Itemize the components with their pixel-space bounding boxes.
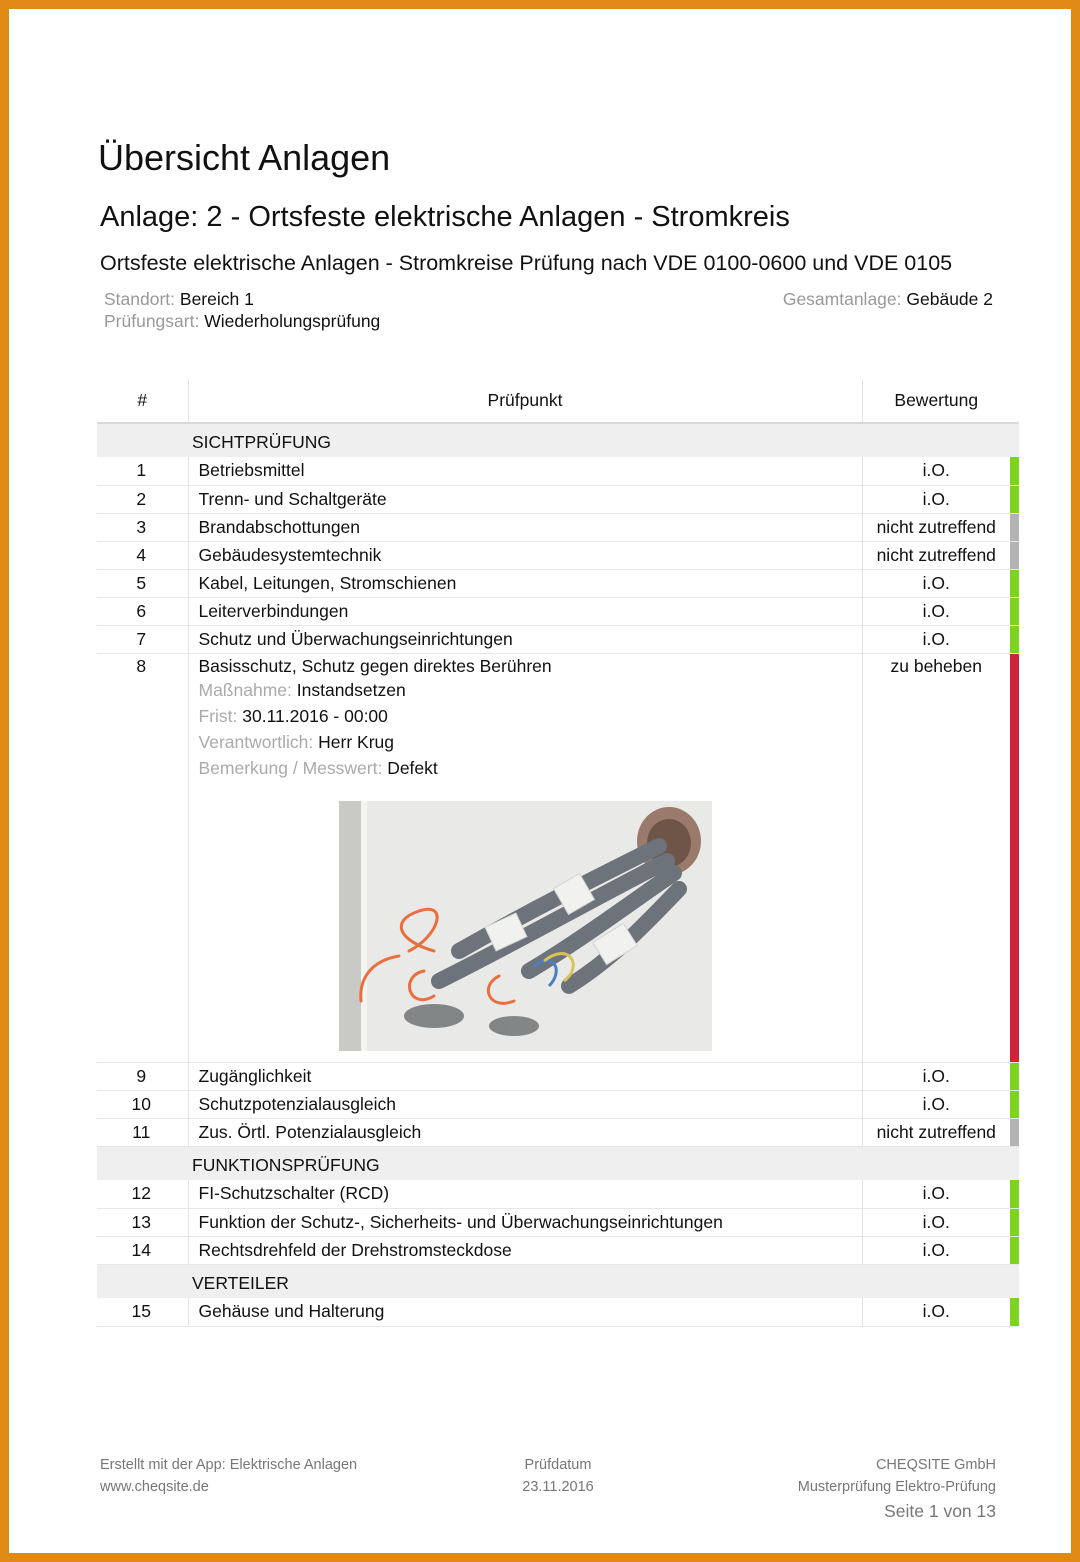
table-row	[97, 541, 1019, 569]
status-bar	[1010, 542, 1019, 569]
table-row	[97, 1236, 1019, 1264]
detail-bemerkung-value: Defekt	[387, 757, 438, 778]
header-bewertung: Bewertung	[862, 379, 1010, 423]
row-number: 9	[97, 1062, 188, 1090]
row-status-cell	[1010, 1208, 1019, 1236]
row-bewertung: i.O.	[862, 569, 1010, 597]
footer-left	[100, 1454, 357, 1498]
gesamtanlage-value: Gebäude 2	[906, 289, 993, 309]
status-bar	[1010, 654, 1019, 1062]
row-number: 1	[97, 457, 188, 485]
row-details	[199, 677, 862, 781]
row-label: Funktion der Schutz-, Sicherheits- und Überwachungseinrichtungen	[198, 1211, 723, 1232]
footer-company: CHEQSITE GmbH	[875, 1457, 996, 1473]
status-bar	[1010, 1298, 1019, 1326]
row-pruefpunkt	[188, 485, 862, 513]
footer-project: Musterprüfung Elektro-Prüfung	[797, 1479, 996, 1495]
detail-massnahme-label: Maßnahme:	[198, 679, 292, 700]
status-bar	[1010, 1063, 1019, 1090]
row-label: Schutzpotenzialausgleich	[198, 1093, 396, 1114]
table-row	[97, 1090, 1019, 1118]
table-row	[97, 1062, 1019, 1090]
row-bewertung: i.O.	[862, 457, 1010, 485]
table-row	[97, 1118, 1019, 1146]
row-bewertung: i.O.	[862, 1208, 1010, 1236]
row-bewertung: nicht zutreffend	[862, 513, 1010, 541]
row-number: 14	[97, 1236, 188, 1264]
standort-label: Standort:	[104, 289, 176, 309]
footer-right	[798, 1454, 996, 1498]
table-row	[97, 597, 1019, 625]
page-number: Seite 1 von 13	[884, 1501, 996, 1521]
pruefungsart-label: Prüfungsart:	[104, 311, 200, 331]
status-bar	[1010, 457, 1019, 485]
pruefungsart-value: Wiederholungsprüfung	[204, 311, 381, 331]
row-pruefpunkt	[188, 457, 862, 485]
status-bar	[1010, 1209, 1019, 1236]
detail-bemerkung	[199, 755, 862, 781]
header-num: #	[97, 379, 188, 423]
footer-website: www.cheqsite.de	[100, 1479, 209, 1495]
gesamtanlage-label: Gesamtanlage:	[782, 289, 902, 309]
status-bar	[1010, 598, 1019, 625]
row-pruefpunkt	[188, 1180, 862, 1208]
meta-pruefungsart	[104, 311, 380, 332]
row-status-cell	[1010, 1118, 1019, 1146]
row-pruefpunkt	[188, 541, 862, 569]
row-bewertung: nicht zutreffend	[862, 541, 1010, 569]
standort-value: Bereich 1	[179, 289, 254, 309]
row-label: Gehäuse und Halterung	[198, 1301, 385, 1322]
row-status-cell	[1010, 569, 1019, 597]
status-bar	[1010, 486, 1019, 513]
row-status-cell	[1010, 625, 1019, 653]
section-spacer	[97, 423, 188, 457]
row-pruefpunkt	[188, 1090, 862, 1118]
table-row	[97, 485, 1019, 513]
row-status-cell	[1010, 457, 1019, 485]
row-status-cell	[1010, 1180, 1019, 1208]
row-pruefpunkt	[188, 569, 862, 597]
section-title: FUNKTIONSPRÜFUNG	[188, 1146, 1019, 1180]
row-label: Zugänglichkeit	[198, 1065, 312, 1086]
section-row	[97, 1264, 1019, 1298]
section-row	[97, 423, 1019, 457]
detail-bemerkung-label: Bemerkung / Messwert:	[198, 757, 383, 778]
status-bar	[1010, 1091, 1019, 1118]
table-header-row	[97, 379, 1019, 423]
meta-gesamtanlage	[783, 289, 993, 310]
row-status-cell	[1010, 541, 1019, 569]
status-bar	[1010, 626, 1019, 653]
row-status-cell	[1010, 597, 1019, 625]
row-number: 2	[97, 485, 188, 513]
row-label: Basisschutz, Schutz gegen direktes Berühren	[198, 655, 552, 676]
detail-frist-label: Frist:	[198, 705, 238, 726]
row-pruefpunkt	[188, 1062, 862, 1090]
status-bar	[1010, 1119, 1019, 1146]
status-bar	[1010, 1180, 1019, 1208]
row-label: Leiterverbindungen	[198, 600, 349, 621]
footer-pruefdatum-value: 23.11.2016	[522, 1479, 594, 1495]
table-body	[97, 423, 1019, 1326]
table-row	[97, 1180, 1019, 1208]
row-pruefpunkt	[188, 1298, 862, 1326]
row-pruefpunkt	[188, 1118, 862, 1146]
row-label: Gebäudesystemtechnik	[198, 544, 382, 565]
detail-massnahme	[199, 677, 862, 703]
row-pruefpunkt	[188, 513, 862, 541]
footer-middle	[499, 1454, 617, 1498]
section-spacer	[97, 1146, 188, 1180]
row-label: Zus. Örtl. Potenzialausgleich	[198, 1121, 422, 1142]
detail-frist	[199, 703, 862, 729]
row-number: 5	[97, 569, 188, 597]
row-label: Trenn- und Schaltgeräte	[198, 488, 387, 509]
row-label: Kabel, Leitungen, Stromschienen	[198, 572, 457, 593]
pruefpunkte-table	[97, 379, 1019, 1327]
row-status-cell	[1010, 1298, 1019, 1326]
row-label: Brandabschottungen	[198, 516, 361, 537]
row-status-cell	[1010, 485, 1019, 513]
footer-pruefdatum-label: Prüfdatum	[524, 1457, 592, 1473]
status-bar	[1010, 514, 1019, 541]
status-bar	[1010, 1237, 1019, 1264]
row-label: Betriebsmittel	[198, 460, 305, 481]
row-bewertung: i.O.	[862, 597, 1010, 625]
header-status-bar	[1010, 379, 1019, 423]
row-number: 6	[97, 597, 188, 625]
footer-app-credit: Erstellt mit der App: Elektrische Anlagen	[100, 1457, 358, 1473]
table-row	[97, 569, 1019, 597]
row-status-cell	[1010, 1236, 1019, 1264]
detail-verantwortlich-label: Verantwortlich:	[198, 731, 314, 752]
section-spacer	[97, 1264, 188, 1298]
row-number: 13	[97, 1208, 188, 1236]
page-title: Übersicht Anlagen	[98, 137, 391, 178]
status-bar	[1010, 570, 1019, 597]
row-number: 12	[97, 1180, 188, 1208]
detail-verantwortlich	[199, 729, 862, 755]
table-row	[97, 653, 1019, 1062]
table-row	[97, 513, 1019, 541]
anlage-subtitle: Ortsfeste elektrische Anlagen - Stromkreise Prüfung nach VDE 0100-0600 und VDE 0105	[100, 251, 953, 275]
row-bewertung: i.O.	[862, 1180, 1010, 1208]
meta-standort	[104, 289, 254, 310]
row-number: 15	[97, 1298, 188, 1326]
anlage-title: Anlage: 2 - Ortsfeste elektrische Anlagen - Stromkreis	[100, 201, 790, 233]
row-bewertung: nicht zutreffend	[862, 1118, 1010, 1146]
row-bewertung: i.O.	[862, 625, 1010, 653]
row-number: 7	[97, 625, 188, 653]
row-status-cell	[1010, 1062, 1019, 1090]
detail-frist-value: 30.11.2016 - 00:00	[242, 705, 388, 726]
defect-photo	[339, 801, 712, 1051]
detail-massnahme-value: Instandsetzen	[296, 679, 406, 700]
row-pruefpunkt	[188, 653, 862, 1062]
row-bewertung: i.O.	[862, 1062, 1010, 1090]
detail-verantwortlich-value: Herr Krug	[318, 731, 395, 752]
row-number: 10	[97, 1090, 188, 1118]
row-bewertung: i.O.	[862, 1236, 1010, 1264]
row-bewertung: zu beheben	[862, 653, 1010, 1062]
row-pruefpunkt	[188, 625, 862, 653]
section-title: VERTEILER	[188, 1264, 1019, 1298]
header-pruefpunkt: Prüfpunkt	[188, 379, 862, 423]
row-number: 3	[97, 513, 188, 541]
row-pruefpunkt	[188, 1208, 862, 1236]
row-bewertung: i.O.	[862, 485, 1010, 513]
row-number: 11	[97, 1118, 188, 1146]
row-label: Rechtsdrehfeld der Drehstromsteckdose	[198, 1239, 512, 1260]
table-row	[97, 1208, 1019, 1236]
row-label: FI-Schutzschalter (RCD)	[198, 1183, 390, 1204]
row-label: Schutz und Überwachungseinrichtungen	[198, 628, 513, 649]
row-status-cell	[1010, 513, 1019, 541]
row-number: 4	[97, 541, 188, 569]
row-bewertung: i.O.	[862, 1298, 1010, 1326]
table-row	[97, 625, 1019, 653]
section-title: SICHTPRÜFUNG	[188, 423, 1019, 457]
row-pruefpunkt	[188, 597, 862, 625]
row-number: 8	[97, 653, 188, 1062]
row-pruefpunkt	[188, 1236, 862, 1264]
table-row	[97, 1298, 1019, 1326]
table-row	[97, 457, 1019, 485]
row-bewertung: i.O.	[862, 1090, 1010, 1118]
row-status-cell	[1010, 653, 1019, 1062]
section-row	[97, 1146, 1019, 1180]
row-status-cell	[1010, 1090, 1019, 1118]
